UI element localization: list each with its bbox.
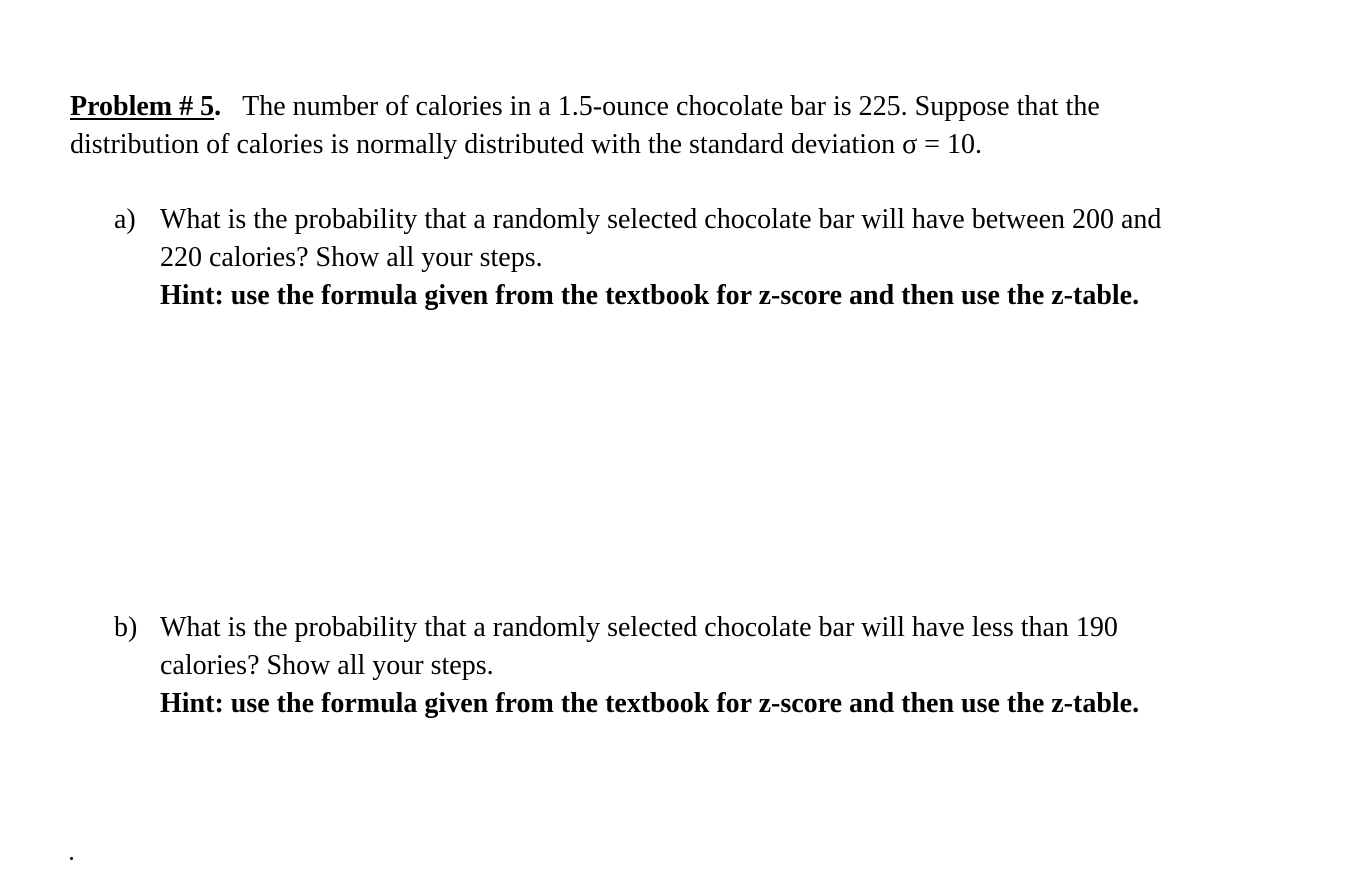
problem-intro-text-1: The number of calories in a 1.5-ounce chocolate bar is 225. Suppose that the [242,91,1100,122]
question-b-line-2: calories? Show all your steps. [160,650,494,681]
question-b-body [160,609,1314,723]
question-a-line-1: What is the probability that a randomly selected chocolate bar will have between 200 and [160,204,1162,235]
problem-intro-line-1 [70,88,1310,126]
question-a-body [160,201,1314,315]
question-b-marker: b) [114,612,138,643]
problem-intro-line-2: distribution of calories is normally distributed with the standard deviation σ = 10. [70,129,982,160]
question-b-hint: Hint: use the formula given from the textbook for z-score and then use the z-table. [160,688,1140,719]
question-b [114,609,1314,723]
question-a-hint: Hint: use the formula given from the textbook for z-score and then use the z-table. [160,280,1140,311]
question-a-marker: a) [114,204,136,235]
stray-dot-mark [70,857,73,860]
question-b-line-1: What is the probability that a randomly selected chocolate bar will have less than 190 [160,612,1118,643]
problem-statement [70,88,1310,164]
question-a [114,201,1314,315]
question-a-line-2: 220 calories? Show all your steps. [160,242,543,273]
problem-label-period: . [214,91,222,122]
problem-label: Problem # 5 [70,91,215,122]
